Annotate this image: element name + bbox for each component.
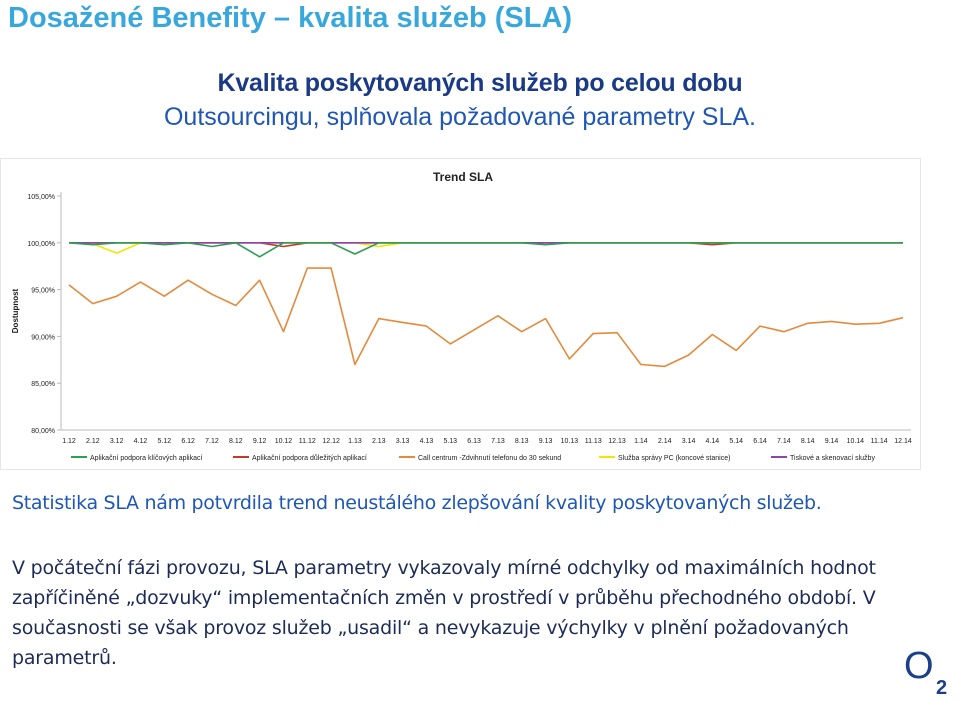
x-tick-label: 11.12 [298,438,316,445]
x-tick-label: 3.13 [395,438,410,445]
legend-label: Tiskové a skenovací služby [790,455,875,462]
x-tick-label: 2.13 [371,438,386,445]
x-tick-label: 7.12 [205,438,219,445]
x-tick-label: 11.13 [584,438,602,445]
statement-text: Statistika SLA nám potvrdila trend neustálého zlepšování kvality poskytovaných služeb. [12,492,822,514]
subtitle-line-2: Outsourcingu, splňovala požadované parametry SLA. [163,103,757,131]
x-tick-label: 2.12 [86,438,100,445]
x-tick-label: 1.12 [62,438,76,445]
x-tick-label: 12.12 [322,438,340,445]
y-tick-label: 80,00% [31,428,55,435]
o2-logo-icon [902,640,958,696]
description-paragraph: V počáteční fázi provozu, SLA parametry vykazovaly mírné odchylky od maximálních hodnot zapříčiněné „dozvuky“ implementačních změn v prostředí v průběhu přechodného období. V současnosti se však provoz služeb „usadil“ a nevykazuje výchylky v plnění požadovaných parametrů. [12,557,876,669]
x-axis [61,430,912,445]
x-tick-label: 9.13 [538,438,553,445]
y-tick-label: 100,00% [27,240,55,248]
legend-label: Call centrum -Zdvihnutí telefonu do 30 sekund [418,455,562,462]
y-axis [27,192,61,435]
sla-trend-chart [0,158,921,470]
y-tick-label: 105,00% [27,194,55,201]
x-tick-label: 6.13 [467,438,481,445]
y-tick-label: 85,00% [31,381,55,389]
series-line [69,268,903,366]
x-tick-label: 9.12 [252,438,267,445]
x-tick-label: 11.14 [870,438,888,445]
x-tick-label: 8.14 [800,438,815,445]
o2-logo-letter: O [904,645,934,687]
x-tick-label: 6.12 [181,438,195,445]
x-tick-label: 7.13 [491,438,505,445]
legend-label: Aplikační podpora klíčových aplikací [90,455,203,462]
x-tick-label: 12.14 [894,438,912,445]
x-tick-label: 4.14 [705,438,720,445]
o2-logo-subscript: 2 [936,677,948,696]
x-tick-label: 2.14 [657,438,672,445]
chart-legend [71,454,875,462]
x-tick-label: 1.13 [348,438,362,445]
x-tick-label: 4.12 [133,438,148,445]
x-tick-label: 8.12 [228,438,243,445]
x-tick-label: 9.14 [824,438,839,445]
x-tick-label: 8.13 [514,438,529,445]
x-tick-label: 5.13 [443,438,458,445]
y-tick-label: 90,00% [31,334,55,342]
slide-title: Dosažené Benefity – kvalita služeb (SLA) [8,2,573,34]
legend-label: Aplikační podpora důležitých aplikací [252,455,367,462]
legend-label: Služba správy PC (koncové stanice) [618,455,731,462]
chart-title: Trend SLA [432,170,494,184]
x-tick-label: 3.14 [681,438,696,445]
subtitle-line-1: Kvalita poskytovaných služeb po celou dobu [217,69,743,97]
series-line [69,243,903,257]
x-tick-label: 5.12 [157,438,172,445]
x-tick-label: 10.14 [846,438,865,445]
x-tick-label: 12.13 [608,438,626,445]
y-tick-label: 95,00% [31,287,55,295]
x-tick-label: 4.13 [419,438,434,445]
chart-ylabel: Dostupnost [11,288,20,334]
subtitle [0,66,920,134]
x-tick-label: 10.13 [560,438,579,445]
x-tick-label: 1.14 [634,438,648,445]
x-tick-label: 7.14 [777,438,791,445]
chart-canvas [1,159,922,471]
x-tick-label: 3.12 [109,438,124,445]
x-tick-label: 10.12 [274,438,293,445]
o2-logo [902,640,958,696]
x-tick-label: 5.14 [729,438,744,445]
series-layer [69,243,903,367]
x-tick-label: 6.14 [753,438,767,445]
